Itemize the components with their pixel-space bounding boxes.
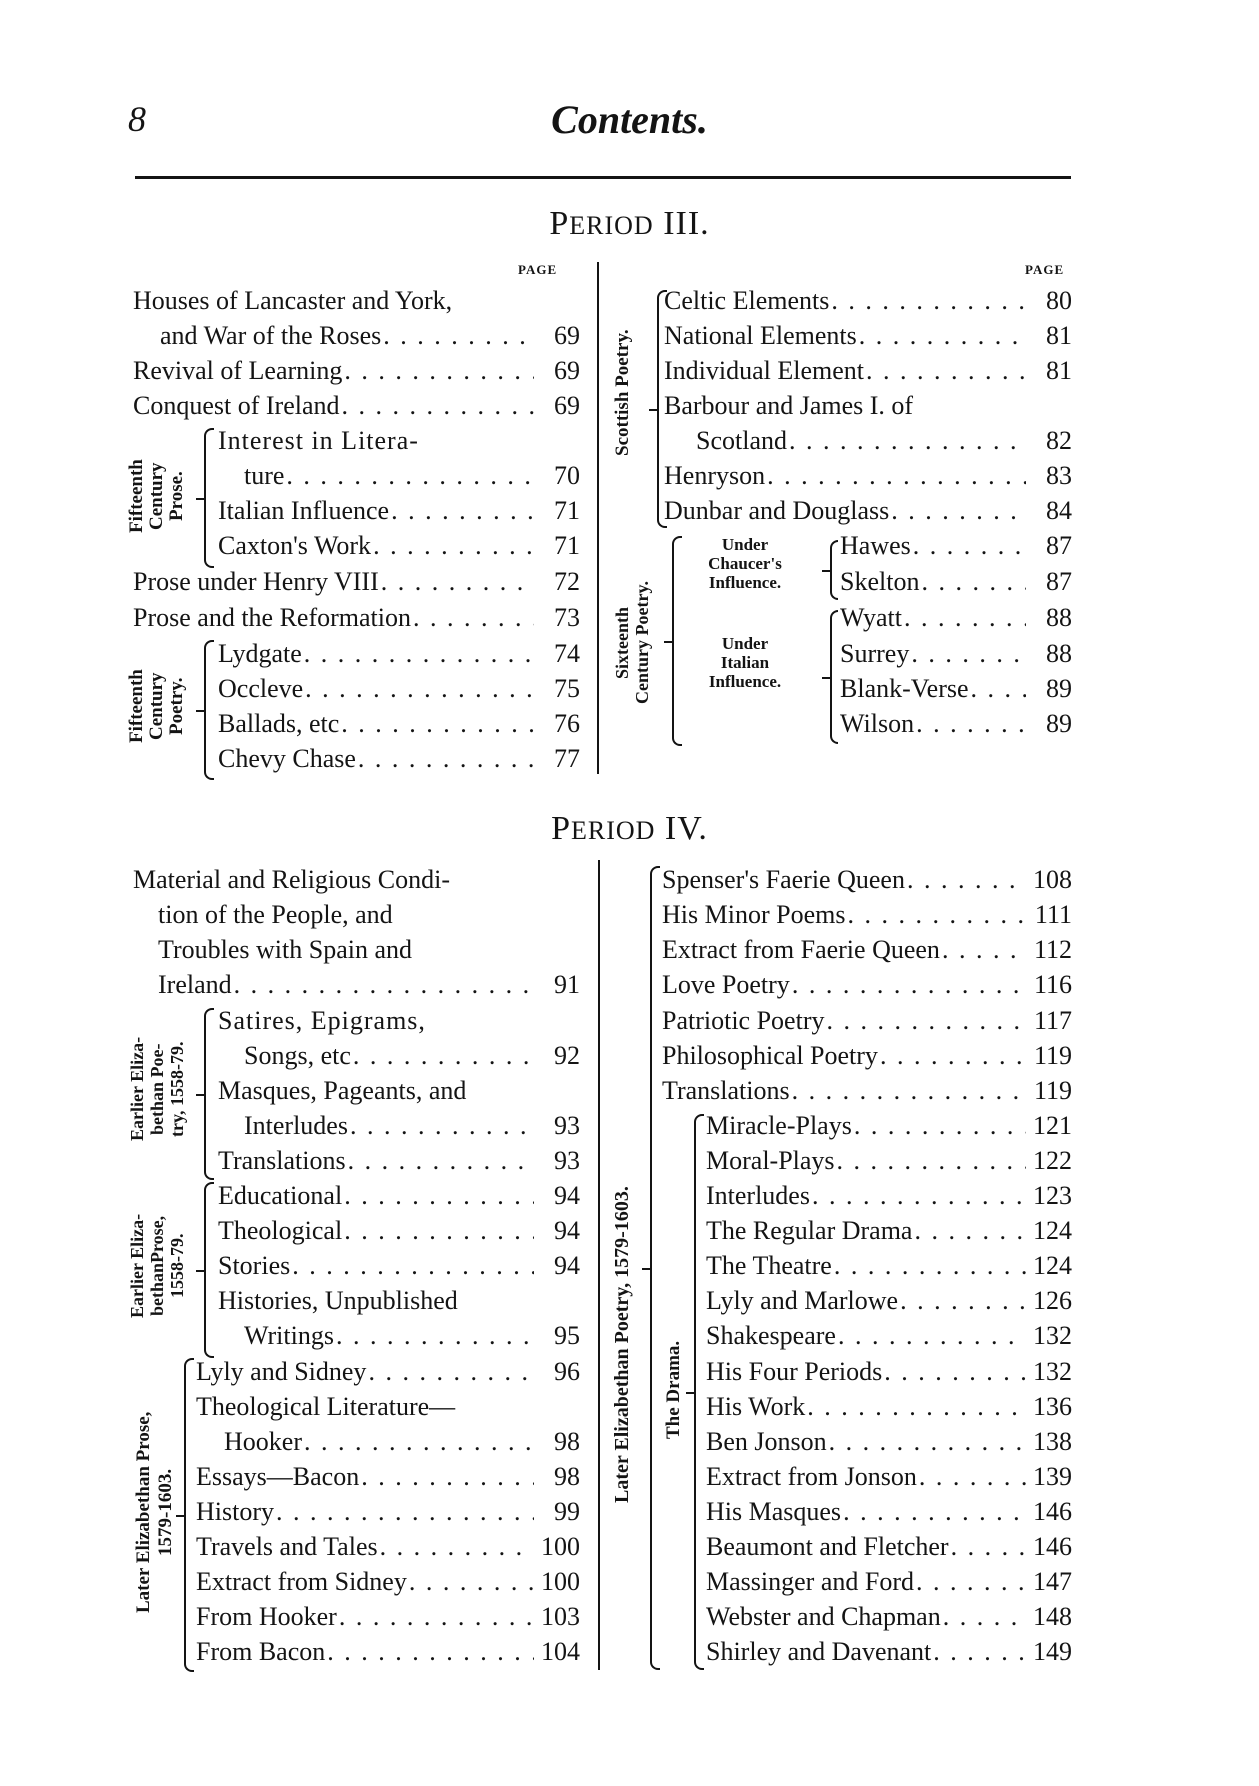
toc-entry-title: Essays—Bacon [196,1462,360,1491]
toc-entry [840,706,1072,742]
page-column-label-left: PAGE [518,262,558,277]
toc-entry-line: Material and Religious Condi- [133,865,451,894]
toc-entry-page: 93 [554,1146,580,1175]
subgroup-brace [830,540,838,600]
toc-entry-page: 69 [554,321,580,350]
toc-entry [196,1494,580,1530]
toc-entry-page: 104 [541,1637,580,1666]
toc-entry-line: Theological Literature— [196,1392,456,1421]
toc-entry-page: 84 [1046,496,1072,525]
toc-entry-page: 108 [1033,865,1072,894]
group-label-earlier-elizabethan-prose: Earlier Eliza- bethanProse, 1558-79. [127,1213,187,1319]
period-4-title-num: IV. [664,810,708,847]
toc-entry-title: Wyatt [840,603,902,632]
period-3-title [0,205,1259,243]
toc-entry [218,636,580,672]
toc-entry [664,283,1072,319]
toc-entry [706,1389,1072,1425]
toc-entry-page: 122 [1033,1146,1072,1175]
toc-entry [662,932,1072,968]
toc-entry-page: 88 [1046,603,1072,632]
toc-entry [133,564,580,600]
toc-entry-page: 119 [1033,1076,1072,1105]
toc-entry-title: Spenser's Faerie Queen [662,865,905,894]
toc-entry-title: Philosophical Poetry [662,1041,878,1070]
toc-entry [706,1564,1072,1600]
toc-entry-page: 87 [1046,531,1072,560]
toc-entry-title: Miracle-Plays [706,1111,852,1140]
toc-entry-page: 94 [554,1181,580,1210]
toc-entry-title: Love Poetry [662,970,790,999]
toc-entry-line: Interest in Litera- [218,426,419,455]
toc-entry-page: 139 [1033,1462,1072,1491]
toc-entry-title: Interludes [244,1111,348,1140]
toc-entry [218,1143,580,1179]
group-label-later-elizabethan-prose: Later Elizabethan Prose, 1579-1603. [133,1411,176,1613]
toc-entry-page: 82 [1046,426,1072,455]
toc-entry [840,564,1072,600]
toc-entry [696,423,1072,459]
toc-entry-page: 95 [554,1321,580,1350]
toc-entry-page: 89 [1046,674,1072,703]
toc-entry-page: 69 [554,391,580,420]
toc-entry [840,636,1072,672]
period-3-column-divider [597,262,599,774]
toc-entry-page: 75 [554,674,580,703]
toc-entry-title: History [196,1497,274,1526]
toc-entry-page: 149 [1033,1637,1072,1666]
toc-entry-page: 91 [554,970,580,999]
toc-entry-title: Caxton's Work [218,531,372,560]
toc-entry-title: Educational [218,1181,343,1210]
toc-entry-title: Occleve [218,674,304,703]
toc-entry-title: ture [244,461,285,490]
toc-entry-title: Surrey [840,639,910,668]
toc-entry [840,671,1072,707]
toc-entry [706,1494,1072,1530]
toc-entry [218,1178,580,1214]
group-brace [204,1008,214,1180]
toc-entry-page: 126 [1033,1286,1072,1315]
toc-entry [706,1178,1072,1214]
toc-entry [244,1038,580,1074]
toc-entry [218,741,580,777]
toc-entry-title: Prose and the Reformation [133,603,411,632]
group-brace [204,428,214,568]
group-brace [650,866,660,1670]
period-4-title-first: P [551,810,571,847]
toc-entry-page: 116 [1033,970,1072,999]
toc-entry-page: 112 [1033,935,1072,964]
toc-entry-page: 147 [1033,1567,1072,1596]
toc-entry-line: Satires, Epigrams, [218,1006,426,1035]
group-brace [204,640,214,780]
toc-entry-page: 72 [554,567,580,596]
group-brace [184,1358,194,1672]
toc-entry [662,897,1072,933]
toc-entry-page: 96 [554,1357,580,1386]
toc-entry-line: Masques, Pageants, and [218,1076,467,1105]
toc-entry-page: 146 [1033,1532,1072,1561]
toc-entry-title: National Elements [664,321,857,350]
group-label-scottish-poetry: Scottish Poetry. [612,329,633,457]
toc-entry-title: Theological [218,1216,343,1245]
toc-entry-page: 100 [541,1567,580,1596]
toc-entry [662,1038,1072,1074]
toc-entry-title: Songs, etc [244,1041,351,1070]
period-3-title-small: ERIOD [569,211,654,240]
toc-entry-page: 119 [1033,1041,1072,1070]
toc-entry-page: 98 [554,1462,580,1491]
toc-entry-title: Beaumont and Fletcher [706,1532,949,1561]
toc-entry-title: Hooker [224,1427,302,1456]
toc-entry-page: 117 [1033,1006,1072,1035]
toc-entry [706,1248,1072,1284]
toc-entry [662,967,1072,1003]
toc-entry-page: 94 [554,1251,580,1280]
toc-entry-title: Individual Element [664,356,865,385]
toc-entry [706,1529,1072,1565]
toc-entry-page: 138 [1033,1427,1072,1456]
toc-entry-title: Hawes [840,531,911,560]
subgroup-brace [830,610,838,744]
toc-entry [706,1213,1072,1249]
toc-entry [664,353,1072,389]
group-label-fifteenth-century-prose: Fifteenth Century Prose. [126,459,187,533]
toc-entry-title: His Work [706,1392,806,1421]
toc-entry [196,1459,580,1495]
toc-entry-title: His Masques [706,1497,842,1526]
toc-entry [244,1318,580,1354]
toc-entry-page: 136 [1033,1392,1072,1421]
toc-entry [662,1003,1072,1039]
group-label-fifteenth-century-poetry: Fifteenth Century Poetry. [126,669,187,743]
toc-entry-page: 132 [1033,1321,1072,1350]
group-brace [204,1182,214,1358]
toc-entry-title: His Four Periods [706,1357,883,1386]
toc-entry-title: Shirley and Davenant [706,1637,932,1666]
toc-entry [218,1213,580,1249]
period-4-title [0,810,1259,848]
toc-entry [706,1459,1072,1495]
toc-entry-title: Celtic Elements [664,286,830,315]
toc-entry-page: 121 [1033,1111,1072,1140]
toc-entry-title: Translations [218,1146,346,1175]
toc-entry [158,967,580,1003]
toc-entry [160,318,580,354]
toc-entry-title: Prose under Henry VIII [133,567,379,596]
toc-entry [196,1634,580,1670]
toc-entry [840,600,1072,636]
period-3-title-first: P [549,205,570,242]
toc-entry-page: 100 [541,1532,580,1561]
toc-entry-page: 74 [554,639,580,668]
toc-entry-page: 73 [554,603,580,632]
toc-entry [664,458,1072,494]
toc-entry [706,1354,1072,1390]
toc-entry [218,671,580,707]
toc-entry [218,706,580,742]
toc-entry-page: 146 [1033,1497,1072,1526]
toc-entry-page: 123 [1033,1181,1072,1210]
toc-entry-line: Troubles with Spain and [158,935,412,964]
group-label-the-drama: The Drama. [663,1340,684,1440]
toc-entry-title: Lyly and Marlowe [706,1286,899,1315]
toc-entry [664,493,1072,529]
toc-entry-title: Ballads, etc [218,709,340,738]
toc-entry-page: 76 [554,709,580,738]
period-4-title-small: ERIOD [570,816,656,845]
subgroup-label-italian: Under Italian Influence. [708,634,782,691]
toc-entry-title: Revival of Learning [133,356,343,385]
toc-entry-title: and War of the Roses [160,321,382,350]
period-3-title-num: III. [663,205,710,242]
toc-entry-page: 103 [541,1602,580,1631]
toc-entry-title: Skelton [840,567,920,596]
toc-entry-title: His Minor Poems [662,900,846,929]
toc-entry-title: Italian Influence [218,496,390,525]
toc-entry-title: Lydgate [218,639,302,668]
toc-entry-title: Moral-Plays [706,1146,835,1175]
toc-entry [244,1108,580,1144]
toc-entry [133,600,580,636]
period-4-column-divider [598,860,600,1670]
toc-entry-title: Travels and Tales [196,1532,378,1561]
toc-entry-page: 71 [554,531,580,560]
toc-entry [224,1424,580,1460]
toc-entry-title: Ireland [158,970,232,999]
page-number: 8 [128,99,146,139]
header-rule [135,176,1071,179]
toc-entry-title: Patriotic Poetry [662,1006,825,1035]
toc-entry [196,1529,580,1565]
toc-entry-page: 111 [1034,900,1072,929]
toc-entry [196,1354,580,1390]
toc-entry-title: Massinger and Ford [706,1567,914,1596]
page-column-label-right: PAGE [1025,262,1065,277]
toc-entry [706,1424,1072,1460]
toc-entry [664,318,1072,354]
toc-entry-title: Extract from Jonson [706,1462,917,1491]
toc-entry-page: 83 [1046,461,1072,490]
toc-entry [196,1564,580,1600]
toc-entry-title: Webster and Chapman [706,1602,941,1631]
toc-entry-title: Dunbar and Douglass [664,496,890,525]
toc-entry-page: 93 [554,1111,580,1140]
toc-entry-title: Extract from Faerie Queen [662,935,940,964]
toc-entry-title: From Bacon [196,1637,326,1666]
toc-entry-page: 92 [554,1041,580,1070]
toc-entry-page: 81 [1046,321,1072,350]
toc-entry-title: Conquest of Ireland [133,391,340,420]
toc-entry-page: 88 [1046,639,1072,668]
toc-entry [218,1248,580,1284]
toc-entry [706,1108,1072,1144]
toc-entry-title: Ben Jonson [706,1427,827,1456]
toc-entry-line: Histories, Unpublished [218,1286,458,1315]
toc-entry [133,388,580,424]
toc-entry [244,458,580,494]
toc-entry [706,1143,1072,1179]
toc-entry [662,862,1072,898]
toc-entry [218,528,580,564]
toc-entry-title: Blank-Verse [840,674,969,703]
toc-entry-page: 80 [1046,286,1072,315]
toc-entry-title: The Regular Drama [706,1216,913,1245]
subgroup-label-chaucer: Under Chaucer's Influence. [708,535,782,592]
toc-entry-title: Wilson [840,709,915,738]
toc-entry-page: 148 [1033,1602,1072,1631]
toc-entry-page: 132 [1033,1357,1072,1386]
toc-entry-page: 98 [554,1427,580,1456]
toc-entry-page: 87 [1046,567,1072,596]
toc-entry-title: Translations [662,1076,790,1105]
toc-entry-page: 71 [554,496,580,525]
group-brace [672,536,682,746]
toc-entry-page: 124 [1033,1216,1072,1245]
toc-entry-title: Extract from Sidney [196,1567,407,1596]
page-title: Contents. [551,97,708,142]
toc-entry [706,1599,1072,1635]
toc-entry-page: 124 [1033,1251,1072,1280]
group-brace [694,1114,704,1670]
toc-entry-page: 99 [554,1497,580,1526]
toc-entry-title: Stories [218,1251,291,1280]
toc-entry-title: The Theatre [706,1251,832,1280]
toc-entry-line: tion of the People, and [158,900,393,929]
group-label-later-elizabethan-poetry: Later Elizabethan Poetry, 1579-1603. [611,1186,633,1504]
toc-entry [133,353,580,389]
toc-entry [196,1599,580,1635]
toc-entry-title: Henryson [664,461,766,490]
toc-entry-title: Chevy Chase [218,744,356,773]
toc-entry-title: From Hooker [196,1602,337,1631]
toc-entry [706,1634,1072,1670]
toc-entry-title: Lyly and Sidney [196,1357,367,1386]
toc-entry [662,1073,1072,1109]
toc-entry-page: 89 [1046,709,1072,738]
toc-entry [840,528,1072,564]
group-label-sixteenth-century-poetry: Sixteenth Century Poetry. [612,581,652,705]
toc-entry-page: 77 [554,744,580,773]
toc-entry [706,1283,1072,1319]
toc-entry-title: Writings [244,1321,334,1350]
toc-entry-title: Shakespeare [706,1321,836,1350]
group-label-earlier-elizabethan-poetry: Earlier Eliza- bethan Poe- try, 1558-79. [127,1036,187,1142]
toc-entry-page: 69 [554,356,580,385]
toc-entry-title: Scotland [696,426,787,455]
toc-entry [706,1318,1072,1354]
toc-entry [218,493,580,529]
toc-entry-title: Interludes [706,1181,810,1210]
toc-entry-page: 81 [1046,356,1072,385]
toc-entry-page: 94 [554,1216,580,1245]
toc-entry-page: 70 [554,461,580,490]
toc-entry-line: Houses of Lancaster and York, [133,286,453,315]
toc-entry-line: Barbour and James I. of [664,391,914,420]
